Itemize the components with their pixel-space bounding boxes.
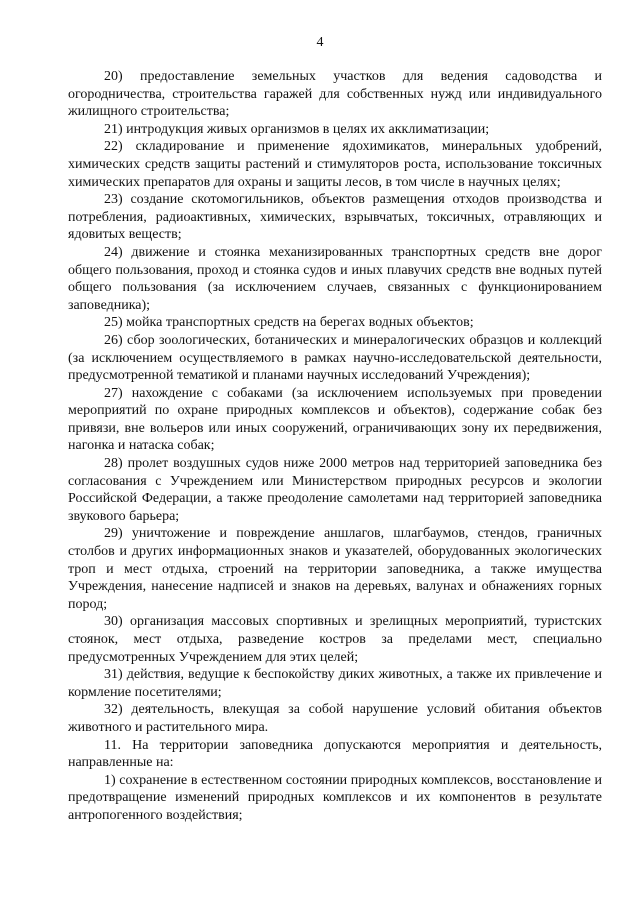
paragraph-item-23: 23) создание скотомогильников, объектов размещения отходов производства и потребления, радиоактивных, химических, взрывчатых, токсичных, отравляющих и ядовитых веществ; xyxy=(68,192,602,243)
section-11-intro: 11. На территории заповедника допускаются мероприятия и деятельность, направленные на: xyxy=(68,737,602,771)
paragraph-item-25: 25) мойка транспортных средств на берегах водных объектов; xyxy=(104,315,474,331)
paragraph-item-30: 30) организация массовых спортивных и зрелищных мероприятий, туристских стоянок, мест отдыха, разведение костров за пределами мест, специально предусмотренных Учреждением для этих целей; xyxy=(68,614,602,665)
paragraph-item-31: 31) действия, ведущие к беспокойству диких животных, а также их привлечение и кормление посетителями; xyxy=(68,667,602,700)
page-number: 4 xyxy=(316,35,324,50)
section-11-item-1: 1) сохранение в естественном состоянии природных комплексов, восстановление и предотвращение изменений природных комплексов и их компонентов в результате антропогенного воздействия; xyxy=(68,772,602,823)
paragraph-item-20: 20) предоставление земельных участков для ведения садоводства и огородничества, строительства гаражей для собственных нужд или индивидуального жилищного строительства; xyxy=(68,69,602,120)
paragraph-item-22: 22) складирование и применение ядохимикатов, минеральных удобрений, химических средств защиты растений и стимуляторов роста, использование токсичных химических препаратов для охраны и защиты лесов, в том числе в научных целях; xyxy=(68,139,602,190)
paragraph-item-32: 32) деятельность, влекущая за собой нарушение условий обитания объектов животного и растительного мира. xyxy=(68,702,602,735)
paragraph-item-29: 29) уничтожение и повреждение аншлагов, шлагбаумов, стендов, граничных столбов и других информационных знаков и указателей, оборудованных экологических троп и мест отдыха, строений на территории заповедника, а также имущества Учреждения, нанесение надписей и знаков на деревьях, валунах и обнажениях горных пород; xyxy=(68,526,602,612)
paragraph-item-28: 28) пролет воздушных судов ниже 2000 метров над территорией заповедника без согласования с Учреждением или Министерством природных ресурсов и экологии Российской Федерации, а также преодоление самолетами над территорией заповедника звукового барьера; xyxy=(68,456,602,524)
paragraph-item-27: 27) нахождение с собаками (за исключением используемых при проведении мероприятий по охране природных комплексов и объектов), содержание собак без привязи, вне вольеров или иных сооружений, ограничивающих зону их передвижения, нагонка и натаска собак; xyxy=(68,385,602,454)
paragraph-item-24: 24) движение и стоянка механизированных транспортных средств вне дорог общего пользования, проход и стоянка судов и иных плавучих средств вне водных путей общего пользования (за исключением случаев, связанных с функционированием заповедника); xyxy=(68,244,602,313)
paragraph-item-26: 26) сбор зоологических, ботанических и минералогических образцов и коллекций (за исключением осуществляемого в рамках научно-исследовательской деятельности, предусмотренной тематикой и планами научных исследований Учреждения); xyxy=(68,332,602,384)
paragraph-item-21: 21) интродукция живых организмов в целях их акклиматизации; xyxy=(104,121,490,137)
